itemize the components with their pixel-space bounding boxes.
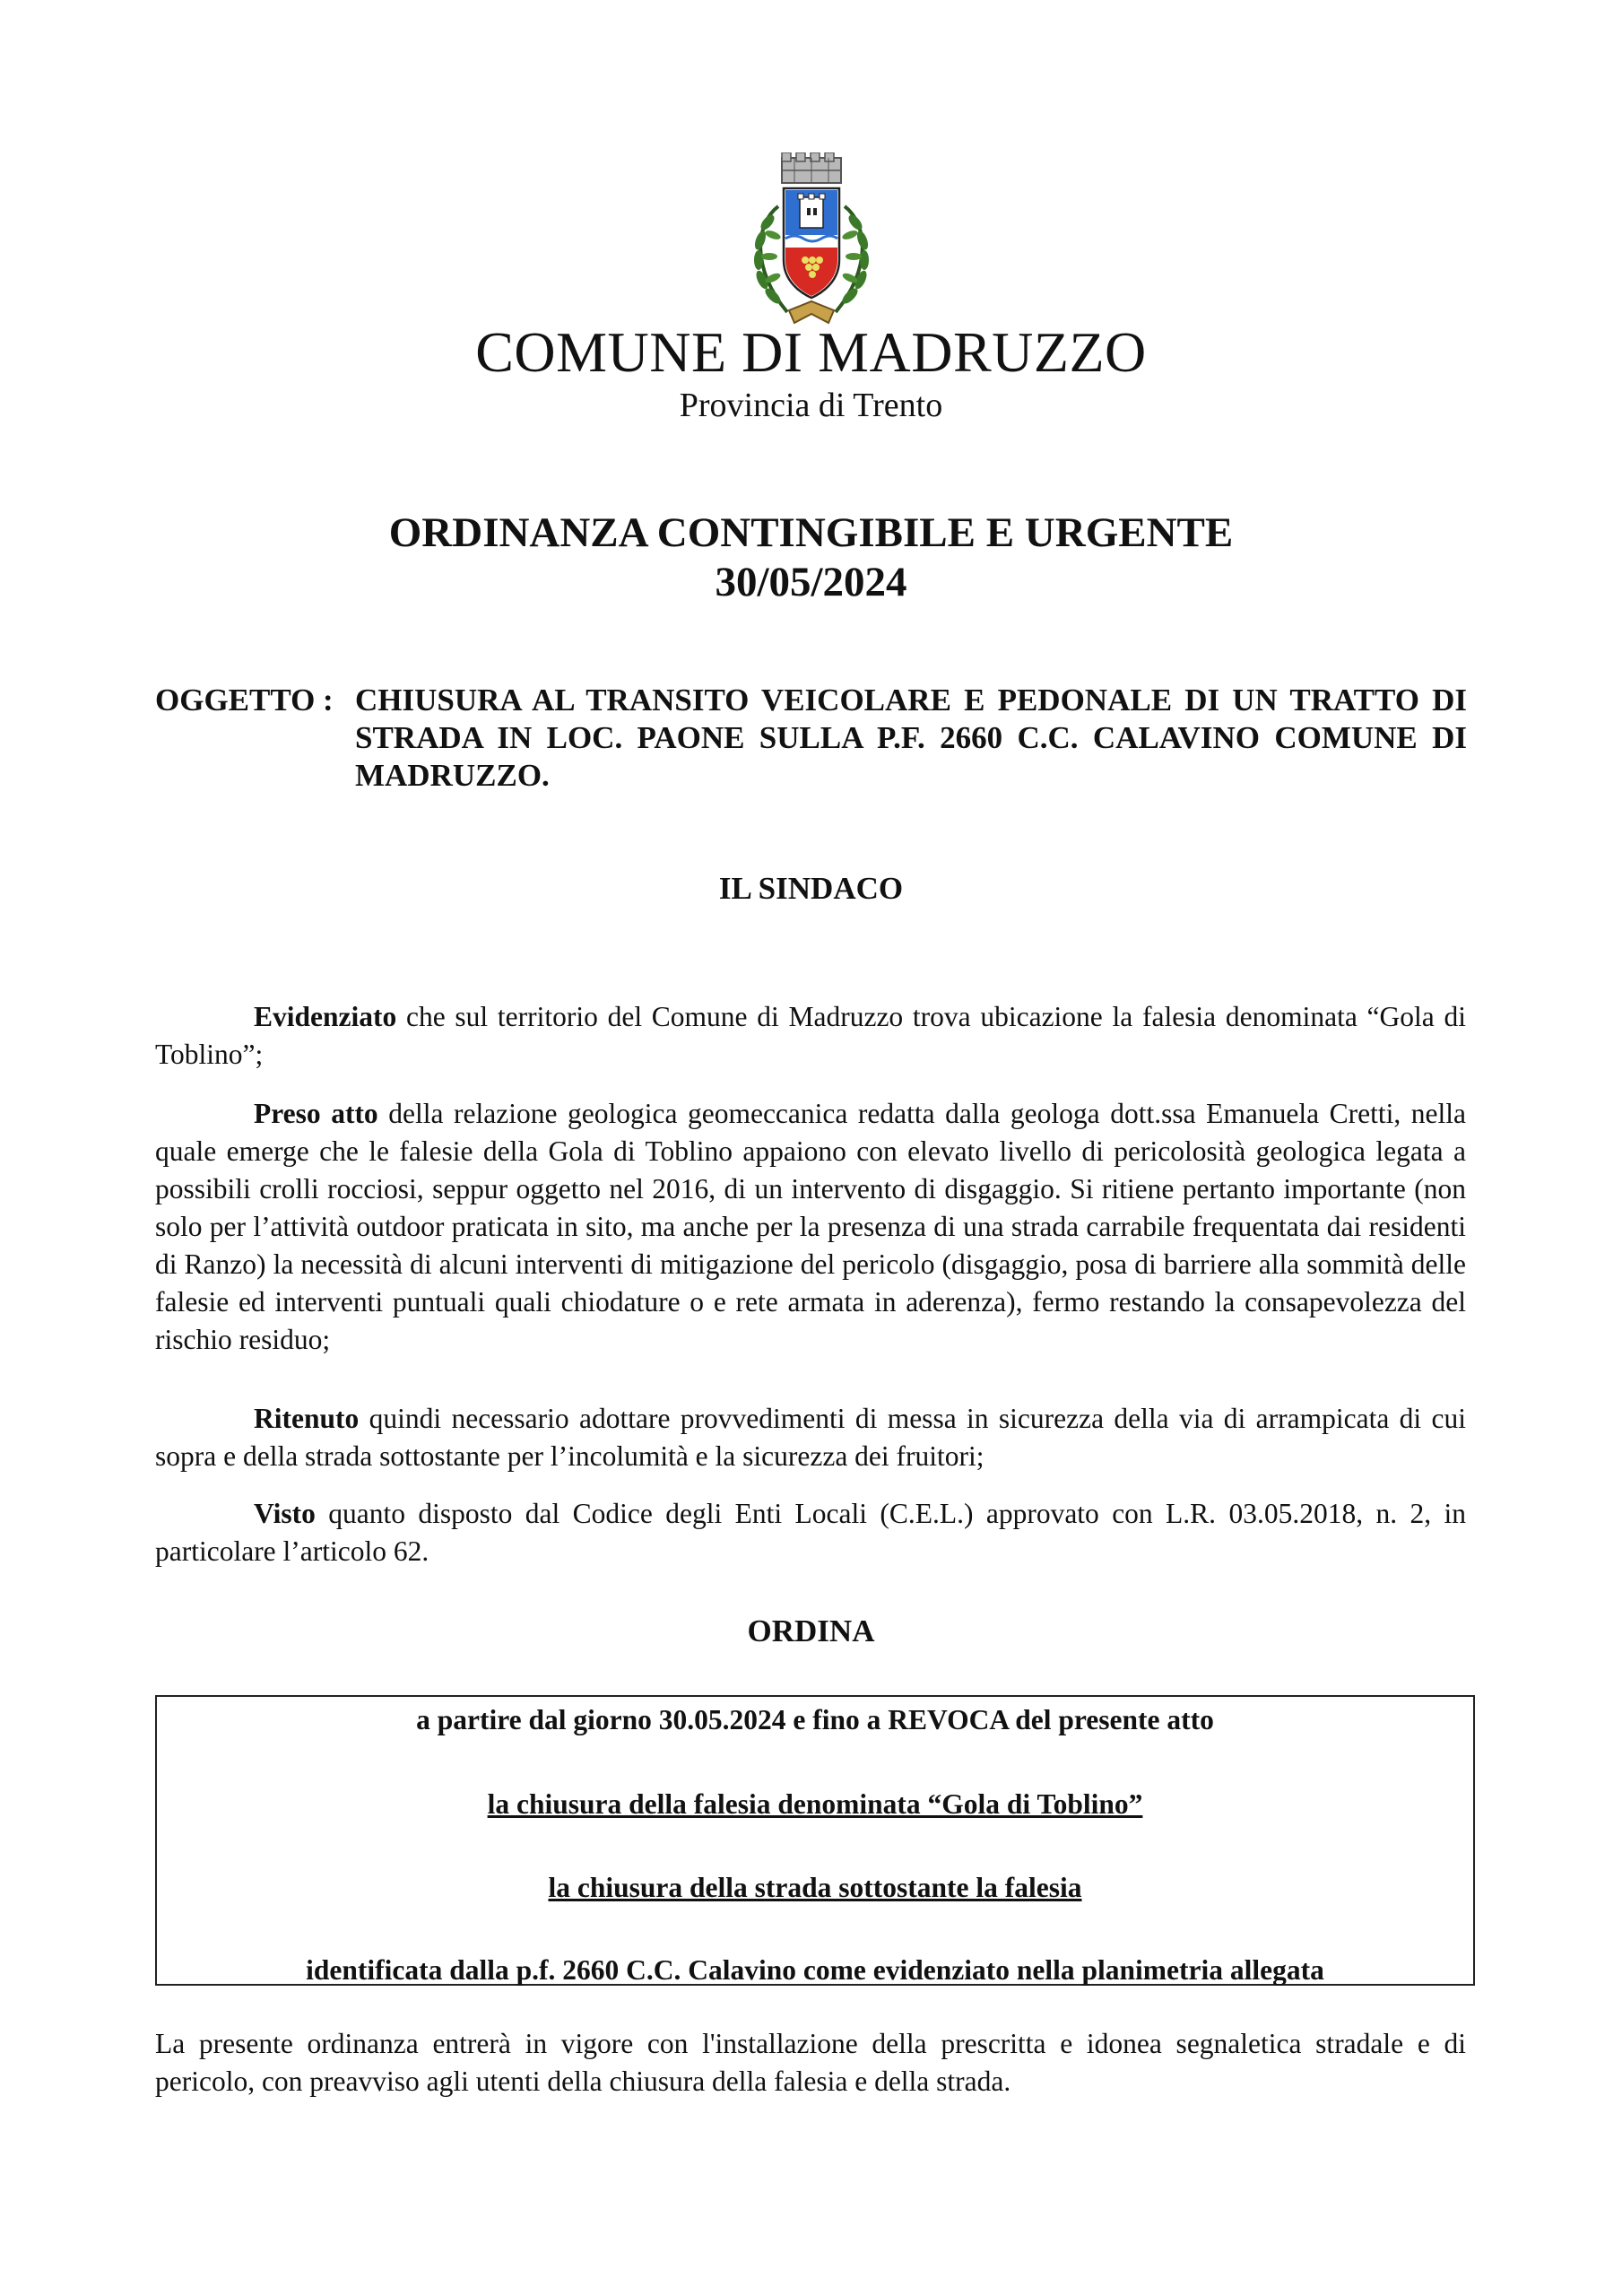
subject-label: OGGETTO : — [155, 683, 334, 718]
ordinance-date: 30/05/2024 — [715, 559, 907, 605]
order-line-cliff-closure: la chiusura della falesia denominata “Gola di Toblino” — [487, 1788, 1143, 1820]
mayor-heading: IL SINDACO — [718, 871, 904, 906]
paragraph-text: quanto disposto dal Codice degli Enti Locali (C.E.L.) approvato con L.R. 03.05.2018, n. 2, in particolare l’articolo 62. — [155, 1498, 1466, 1567]
paragraph-text: della relazione geologica geomeccanica redatta dalla geologa dott.ssa Emanuela Cretti, nella quale emerge che le falesie della Gola di Toblino appaiono con elevato livello di pericolosità geologica legata a possibili crolli rocciosi, seppur oggetto nel 2016, di un intervento di disgaggio. Si ritiene pertanto importante (non solo per l’attività outdoor praticata in sito, ma anche per la presenza di una strada carrabile frequentata dai residenti di Ranzo) la necessità di alcuni interventi di mitigazione del pericolo (disgaggio, posa di barriere alla sommità delle falesie ed interventi puntuali quali chiodature o e rete armata in aderenza), fermo restando la consapevolezza del rischio residuo; — [155, 1098, 1467, 1355]
paragraph-text: che sul territorio del Comune di Madruzzo trova ubicazione la falesia denominata “Gola di Toblino”; — [155, 1001, 1466, 1070]
paragraph-preso-atto — [155, 1095, 1466, 1359]
coat-of-arms-icon — [742, 152, 880, 328]
order-line-parcel: identificata dalla p.f. 2660 C.C. Calavino come evidenziato nella planimetria allegata — [306, 1954, 1324, 1986]
orders-heading: ORDINA — [747, 1613, 875, 1648]
municipality-name: COMUNE DI MADRUZZO — [475, 320, 1147, 384]
ordinance-title: ORDINANZA CONTINGIBILE E URGENTE — [388, 509, 1234, 556]
paragraph-lead: Evidenziato — [254, 1001, 397, 1032]
paragraph-text: quindi necessario adottare provvedimenti di messa in sicurezza della via di arrampicata di cui sopra e della strada sottostante per l’incolumità e la sicurezza dei fruitori; — [155, 1403, 1466, 1472]
paragraph-lead: Visto — [254, 1498, 316, 1529]
closing-paragraph: La presente ordinanza entrerà in vigore con l'installazione della prescritta e idonea segnaletica stradale e di pericolo, con preavviso agli utenti della chiusura della falesia e della strada. — [155, 2028, 1466, 2097]
paragraph-lead: Preso atto — [254, 1098, 378, 1129]
order-line-period: a partire dal giorno 30.05.2024 e fino a REVOCA del presente atto — [416, 1704, 1214, 1735]
province-name: Provincia di Trento — [679, 387, 943, 424]
paragraph-visto — [155, 1495, 1466, 1570]
order-box — [155, 1695, 1475, 1986]
paragraph-ritenuto — [155, 1400, 1466, 1475]
paragraph-lead: Ritenuto — [254, 1403, 360, 1434]
subject-text: CHIUSURA AL TRANSITO VEICOLARE E PEDONALE DI UN TRATTO DI STRADA IN LOC. PAONE SULLA P.F. 2660 C.C. CALAVINO COMUNE DI MADRUZZO. — [355, 683, 1467, 793]
paragraph-evidenziato — [155, 998, 1466, 1074]
order-line-road-closure: la chiusura della strada sottostante la falesia — [548, 1872, 1082, 1903]
